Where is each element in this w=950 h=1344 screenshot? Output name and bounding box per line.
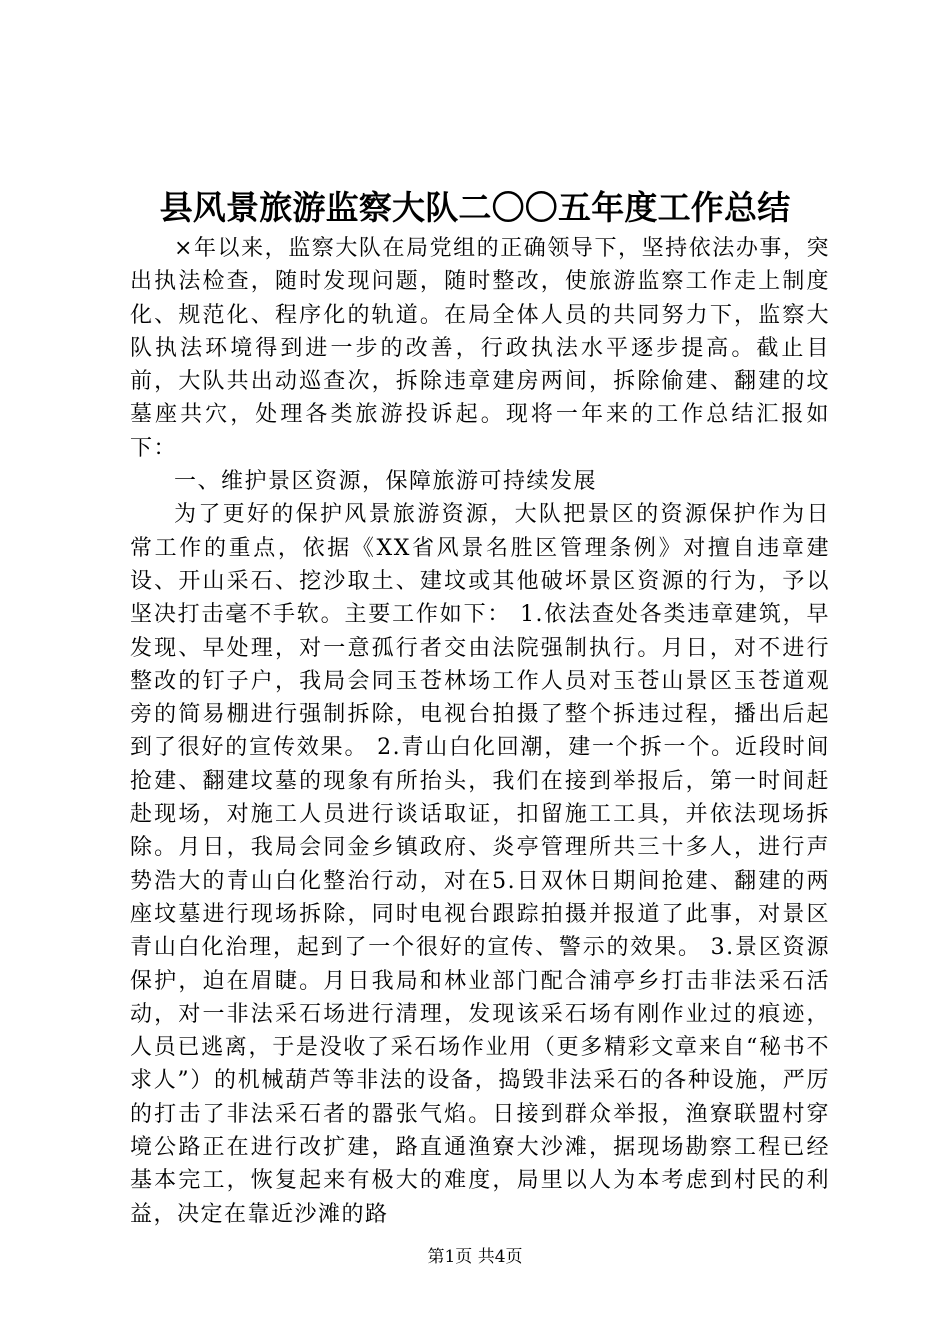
document-body [130,232,830,1231]
intro-paragraph: ×年以来，监察大队在局党组的正确领导下，坚持依法办事，突出执法检查，随时发现问题，随时整改，使旅游监察工作走上制度化、规范化、程序化的轨道。在局全体人员的共同努力下，监察大队执法环境得到进一步的改善，行政执法水平逐步提高。截止目前，大队共出动巡查次，拆除违章建房两间，拆除偷建、翻建的坟墓座共穴，处理各类旅游投诉起。现将一年来的工作总结汇报如下： [130,236,830,461]
page-number: 第1页 共4页 [427,1247,523,1267]
document-title: 县风景旅游监察大队二〇〇五年度工作总结 [159,188,791,227]
body-paragraph: 为了更好的保护风景旅游资源，大队把景区的资源保护作为日常工作的重点，依据《XX省风景名胜区管理条例》对擅自违章建设、开山采石、挖沙取土、建坟或其他破坏景区资源的行为，予以坚决打击毫不手软。主要工作如下： 1.依法查处各类违章建筑，早发现、早处理，对一意孤行者交由法院强制执行。月日，对不进行整改的钉子户，我局会同玉苍林场工作人员对玉苍山景区玉苍道观旁的简易棚进行强制拆除，电视台拍摄了整个拆违过程，播出后起到了很好的宣传效果。 2.青山白化回潮，建一个拆一个。近段时间抢建、翻建坟墓的现象有所抬头，我们在接到举报后，第一时间赶赴现场，对施工人员进行谈话取证，扣留施工工具，并依法现场拆除。月日，我局会同金乡镇政府、炎亭管理所共三十多人，进行声势浩大的青山白化整治行动，对在5.日双休日期间抢建、翻建的两座坟墓进行现场拆除，同时电视台跟踪拍摄并报道了此事，对景区青山白化治理，起到了一个很好的宣传、警示的效果。 3.景区资源保护，迫在眉睫。月日我局和林业部门配合浦亭乡打击非法采石活动，对一非法采石场进行清理，发现该采石场有刚作业过的痕迹，人员已逃离，于是没收了采石场作业用（更多精彩文章来自“秘书不求人”）的机械葫芦等非法的设备，捣毁非法采石的各种设施，严厉的打击了非法采石者的嚣张气焰。日接到群众举报，渔寮联盟村穿境公路正在进行改扩建，路直通渔寮大沙滩，据现场勘察工程已经基本完工，恢复起来有极大的难度，局里以人为本考虑到村民的利益，决定在靠近沙滩的路 [130,502,830,1227]
section-heading: 一、维护景区资源，保障旅游可持续发展 [174,469,598,495]
